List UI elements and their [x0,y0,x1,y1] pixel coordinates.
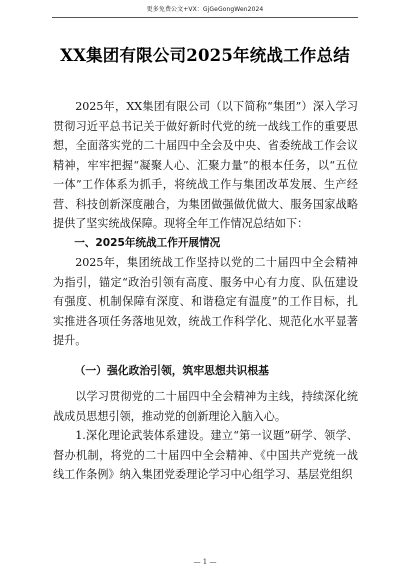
section-heading-1: 一、2025年统战工作开展情况 [74,236,221,249]
page-number: — 1 — [193,558,217,566]
subsection-heading-1: （一）强化政治引领，筑牢思想共识根基 [74,363,269,377]
page-header: 更多免费公文+VX：GjGeGongWen2024 [146,6,264,13]
header-divider [52,17,358,18]
intro-paragraph: 2025年，XX集团有限公司（以下简称“集团”）深入学习贯彻习近平总书记关于做好新时代党的统一战线工作的重要思想，全面落实党的二十届四中全会及中央、省委统战工作会议精神，牢牢把握“凝聚人心、汇聚力量”的根本任务，以“五位一体”工作体系为抓手，将统战工作与集团改革发展、生产经营、科技创新深度融合，为集团做强做优做大、服务国家战略提供了坚实统战保障。现将全年工作情况总结如下： [53,100,358,230]
section-1-paragraph: 2025年，集团统战工作坚持以党的二十届四中全会精神为指引，锚定“政治引领有高度、服务中心有力度、队伍建设有强度、机制保障有深度、和谐稳定有温度”的工作目标，扎实推进各项任务落地见效，统战工作科学化、规范化水平显著提升。 [53,256,358,347]
item-1-paragraph: 1.深化理论武装体系建设。建立“第一议题”研学、领学、督办机制，将党的二十届四中全会精神、《中国共产党统一战线工作条例》纳入集团党委理论学习中心组学习、基层党组织 [53,429,358,481]
document-title: XX集团有限公司2025年统战工作总结 [60,46,350,65]
document-body [53,97,358,485]
subsection-1-paragraph: 以学习贯彻党的二十届四中全会精神为主线，持续深化统战成员思想引领，推动党的创新理论入脑入心。 [53,390,358,423]
